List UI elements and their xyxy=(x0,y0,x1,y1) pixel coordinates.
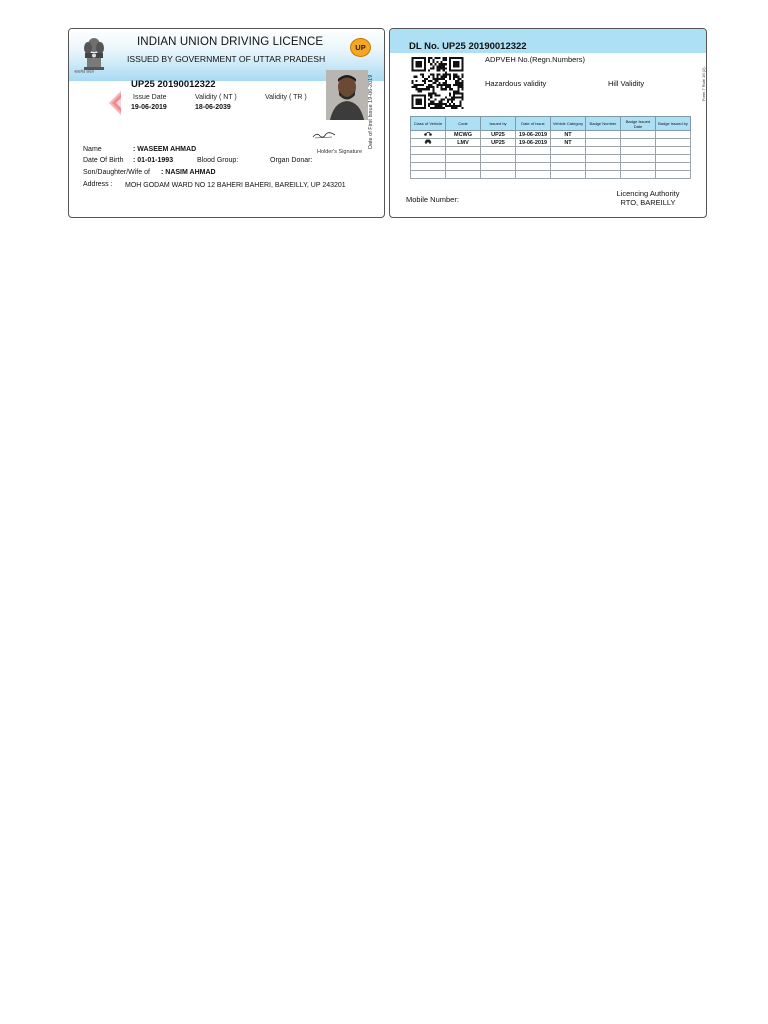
address-label: Address : xyxy=(83,181,113,188)
table-cell xyxy=(656,139,691,147)
state-badge: UP xyxy=(350,38,371,57)
name-label: Name xyxy=(83,146,102,153)
first-issue-vertical-text: Date of First Issue 19-06-2019 xyxy=(368,74,374,149)
blood-group-label: Blood Group: xyxy=(197,157,239,164)
table-header-cell: Class of Vehicle xyxy=(411,117,446,131)
licence-title: INDIAN UNION DRIVING LICENCE xyxy=(137,36,324,48)
table-header-cell: Date of Issue xyxy=(516,117,551,131)
dl-number: UP25 20190012322 xyxy=(131,79,216,90)
validity-nt-value: 18-06-2039 xyxy=(195,104,231,111)
dob-label: Date Of Birth xyxy=(83,157,124,164)
table-row xyxy=(411,139,691,147)
back-dl-number: DL No. UP25 20190012322 xyxy=(409,41,527,52)
dob-value: : 01-01-1993 xyxy=(133,157,174,164)
car-icon xyxy=(424,139,432,144)
validity-nt-label: Validity ( NT ) xyxy=(195,94,237,101)
relation-value: : NASIM AHMAD xyxy=(161,169,216,176)
authority-line-2: RTO, BAREILLY xyxy=(620,198,676,207)
table-header-cell: Badge Issued by xyxy=(656,117,691,131)
table-row xyxy=(411,163,691,171)
licencing-authority xyxy=(598,189,698,207)
table-cell xyxy=(621,131,656,139)
hologram-chevron-icon xyxy=(107,91,121,115)
name-value: : WASEEM AHMAD xyxy=(133,146,197,153)
table-cell: UP25 xyxy=(481,131,516,139)
holder-photo xyxy=(326,70,368,120)
table-header-cell: Issued by xyxy=(481,117,516,131)
validity-tr-label: Validity ( TR ) xyxy=(265,94,307,101)
holder-signature-label: Holder's Signature xyxy=(317,149,363,155)
hazardous-validity-label: Hazardous validity xyxy=(485,79,547,88)
form-rule-vertical-text: Form 7 Rule 16 (2) xyxy=(701,67,706,101)
holder-signature-icon xyxy=(312,130,336,140)
organ-donor-label: Organ Donar: xyxy=(270,157,313,164)
table-header-row xyxy=(411,117,691,131)
emblem-caption: सत्यमेव जयते xyxy=(74,69,94,74)
table-row xyxy=(411,155,691,163)
adpveh-label: ADPVEH No.(Regn.Numbers) xyxy=(485,55,586,64)
table-row xyxy=(411,131,691,139)
issue-date-label: Issue Date xyxy=(133,94,167,101)
address-value: MOH GODAM WARD NO 12 BAHERI BAHERI, BAREILLY, UP 243201 xyxy=(125,182,346,189)
table-row xyxy=(411,147,691,155)
table-header-cell: Badge Issued Date xyxy=(621,117,656,131)
qr-code-icon xyxy=(410,57,465,109)
authority-line-1: Licencing Authority xyxy=(616,189,680,198)
table-header-cell: Code xyxy=(446,117,481,131)
table-cell: MCWG xyxy=(446,131,481,139)
motorcycle-icon xyxy=(424,131,432,136)
licence-back-card xyxy=(389,28,707,218)
table-cell: 19-06-2019 xyxy=(516,139,551,147)
hill-validity-label: Hill Validity xyxy=(608,79,645,88)
table-cell: NT xyxy=(551,131,586,139)
relation-label: Son/Daughter/Wife of xyxy=(83,169,150,176)
table-row xyxy=(411,171,691,179)
table-cell: NT xyxy=(551,139,586,147)
table-header-cell: Vehicle Category xyxy=(551,117,586,131)
licence-subtitle: ISSUED BY GOVERNMENT OF UTTAR PRADESH xyxy=(127,54,326,64)
table-cell xyxy=(656,131,691,139)
table-header-cell: Badge Number xyxy=(586,117,621,131)
table-cell: UP25 xyxy=(481,139,516,147)
mobile-number-label: Mobile Number: xyxy=(406,195,459,204)
table-cell: 19-06-2019 xyxy=(516,131,551,139)
table-cell xyxy=(586,139,621,147)
vehicle-class-table xyxy=(410,116,691,179)
table-cell xyxy=(621,139,656,147)
licence-front-card xyxy=(68,28,385,218)
table-cell xyxy=(586,131,621,139)
table-cell: LMV xyxy=(446,139,481,147)
issue-date-value: 19-06-2019 xyxy=(131,104,167,111)
